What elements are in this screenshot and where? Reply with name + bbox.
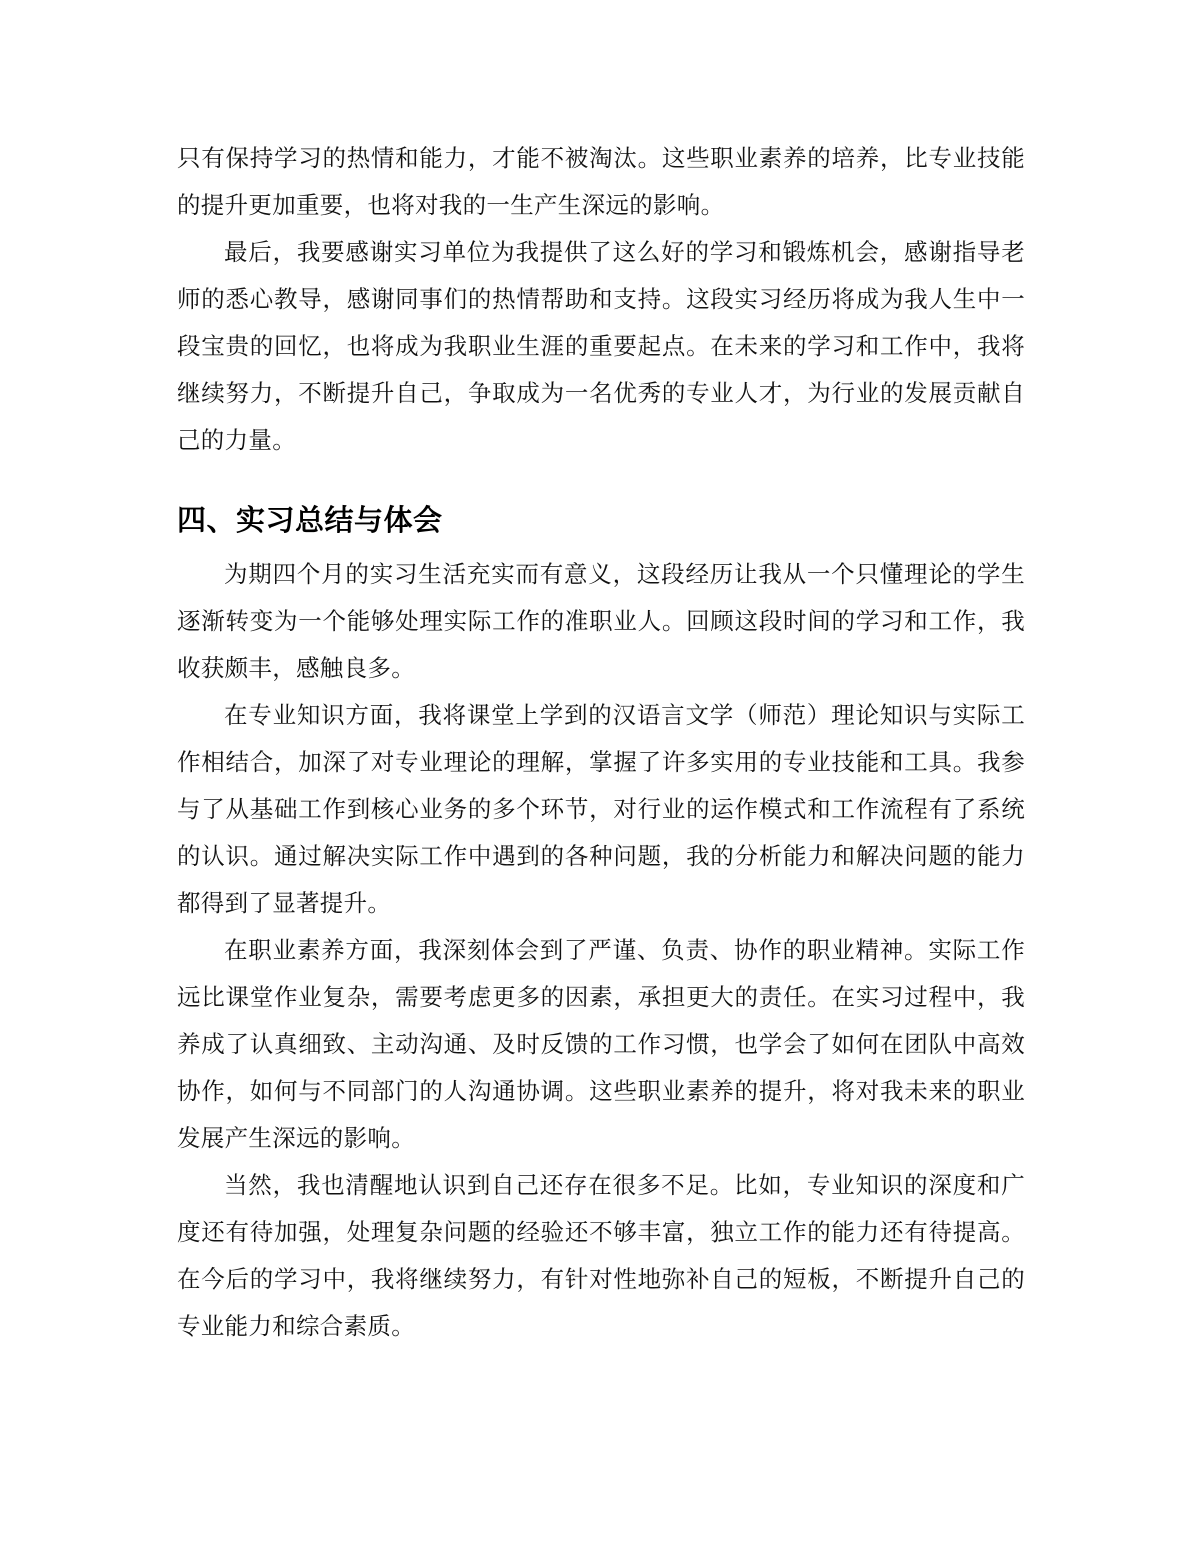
section-heading: 四、实习总结与体会 bbox=[177, 503, 443, 537]
document-body bbox=[177, 135, 1025, 1350]
paragraph-shortcomings: 当然，我也清醒地认识到自己还存在很多不足。比如，专业知识的深度和广度还有待加强，处理复杂问题的经验还不够丰富，独立工作的能力还有待提高。在今后的学习中，我将继续努力，有针对性地弥补自己的短板，不断提升自己的专业能力和综合素质。 bbox=[177, 1171, 1025, 1340]
paragraph-thanks: 最后，我要感谢实习单位为我提供了这么好的学习和锻炼机会，感谢指导老师的悉心教导，感谢同事们的热情帮助和支持。这段实习经历将成为我人生中一段宝贵的回忆，也将成为我职业生涯的重要起点。在未来的学习和工作中，我将继续努力，不断提升自己，争取成为一名优秀的专业人才，为行业的发展贡献自己的力量。 bbox=[177, 238, 1025, 454]
paragraph-continuation: 只有保持学习的热情和能力，才能不被淘汰。这些职业素养的培养，比专业技能的提升更加重要，也将对我的一生产生深远的影响。 bbox=[177, 144, 1025, 219]
paragraph-overview: 为期四个月的实习生活充实而有意义，这段经历让我从一个只懂理论的学生逐渐转变为一个能够处理实际工作的准职业人。回顾这段时间的学习和工作，我收获颇丰，感触良多。 bbox=[177, 560, 1025, 682]
paragraph-professional-knowledge: 在专业知识方面，我将课堂上学到的汉语言文学（师范）理论知识与实际工作相结合，加深了对专业理论的理解，掌握了许多实用的专业技能和工具。我参与了从基础工作到核心业务的多个环节，对行业的运作模式和工作流程有了系统的认识。通过解决实际工作中遇到的各种问题，我的分析能力和解决问题的能力都得到了显著提升。 bbox=[177, 701, 1025, 917]
paragraph-professional-quality: 在职业素养方面，我深刻体会到了严谨、负责、协作的职业精神。实际工作远比课堂作业复杂，需要考虑更多的因素，承担更大的责任。在实习过程中，我养成了认真细致、主动沟通、及时反馈的工作习惯，也学会了如何在团队中高效协作，如何与不同部门的人沟通协调。这些职业素养的提升，将对我未来的职业发展产生深远的影响。 bbox=[177, 936, 1025, 1152]
